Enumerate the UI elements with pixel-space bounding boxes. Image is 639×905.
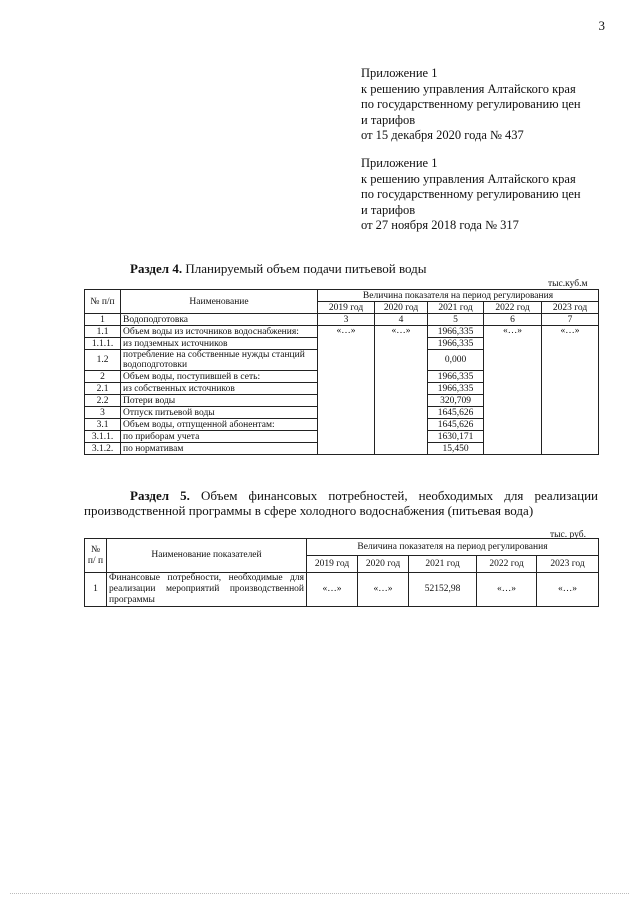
value-2021: 1966,335 — [428, 326, 484, 338]
value-2021: 1966,335 — [428, 371, 484, 383]
header-name: Наименование показателей — [107, 539, 307, 573]
value-2023-placeholder: «…» — [542, 326, 599, 455]
value-2021: 1645,626 — [428, 407, 484, 419]
footer-divider — [10, 893, 629, 894]
header-year-2020: 2020 год — [375, 302, 428, 314]
value-2022: «…» — [477, 573, 537, 607]
approval-line: по государственному регулированию цен — [361, 97, 581, 111]
approval-stamp-original — [361, 156, 621, 234]
section5-title-text-2: производственной программы в сфере холодного водоснабжения (питьевая вода) — [84, 503, 534, 518]
row-name: из собственных источников — [121, 383, 318, 395]
header-year-2021: 2021 год — [409, 556, 477, 573]
value-2019: «…» — [307, 573, 358, 607]
row-name: Объем воды, отпущенной абонентам: — [121, 419, 318, 431]
section4-title — [130, 261, 427, 277]
table-row — [85, 314, 599, 326]
value-2020: «…» — [358, 573, 409, 607]
index-cell: Водоподготовка — [121, 314, 318, 326]
header-num: № п/ п — [85, 539, 107, 573]
table-row — [85, 326, 599, 338]
row-name: из подземных источников — [121, 338, 318, 350]
value-2021: 320,709 — [428, 395, 484, 407]
value-2019-placeholder: «…» — [318, 326, 375, 455]
value-2023: «…» — [537, 573, 599, 607]
approval-line: к решению управления Алтайского края — [361, 171, 576, 186]
section4-table — [84, 289, 599, 455]
row-num: 1 — [85, 573, 107, 607]
value-2021: 15,450 — [428, 443, 484, 455]
row-name: Объем воды из источников водоснабжения: — [121, 326, 318, 338]
header-year-2021: 2021 год — [428, 302, 484, 314]
approval-line: и тарифов — [361, 202, 416, 217]
value-2021: 1645,626 — [428, 419, 484, 431]
header-name: Наименование — [121, 290, 318, 314]
header-year-2020: 2020 год — [358, 556, 409, 573]
section5-title-text-1: Объем финансовых потребностей, необходимых для реализации — [189, 488, 599, 503]
section4-unit: тыс.куб.м — [548, 279, 588, 289]
row-num: 2.2 — [85, 395, 121, 407]
header-year-2019: 2019 год — [307, 556, 358, 573]
header-year-2022: 2022 год — [484, 302, 542, 314]
approval-line: к решению управления Алтайского края — [361, 81, 576, 96]
approval-line: Приложение 1 — [361, 156, 438, 170]
section5-unit: тыс. руб. — [550, 530, 586, 540]
row-name: Финансовые потребности, необходимые для реализации мероприятий производственной программы — [107, 573, 307, 607]
row-num: 3.1.2. — [85, 443, 121, 455]
header-year-2019: 2019 год — [318, 302, 375, 314]
row-name: по нормативам — [121, 443, 318, 455]
index-cell: 4 — [375, 314, 428, 326]
header-year-2023: 2023 год — [537, 556, 599, 573]
row-num: 3.1 — [85, 419, 121, 431]
row-num: 1.2 — [85, 350, 121, 371]
row-name: Потери воды — [121, 395, 318, 407]
index-cell: 3 — [318, 314, 375, 326]
approval-line: от 27 ноября 2018 года № 317 — [361, 218, 519, 232]
row-num: 2 — [85, 371, 121, 383]
approval-line: от 15 декабря 2020 года № 437 — [361, 128, 524, 142]
approval-line: по государственному регулированию цен — [361, 187, 581, 201]
row-num: 1.1 — [85, 326, 121, 338]
row-name: по приборам учета — [121, 431, 318, 443]
value-2020-placeholder: «…» — [375, 326, 428, 455]
index-cell: 5 — [428, 314, 484, 326]
value-2021: 52152,98 — [409, 573, 477, 607]
approval-line: и тарифов — [361, 112, 416, 127]
index-cell: 7 — [542, 314, 599, 326]
value-2021: 1630,171 — [428, 431, 484, 443]
row-num: 3 — [85, 407, 121, 419]
approval-line: Приложение 1 — [361, 66, 438, 80]
row-num: 1.1.1. — [85, 338, 121, 350]
header-year-2022: 2022 год — [477, 556, 537, 573]
header-year-2023: 2023 год — [542, 302, 599, 314]
value-2021: 1966,335 — [428, 338, 484, 350]
header-period: Величина показателя на период регулирования — [307, 539, 599, 556]
value-2022-placeholder: «…» — [484, 326, 542, 455]
header-num: № п/п — [85, 290, 121, 314]
row-num: 2.1 — [85, 383, 121, 395]
row-num: 3.1.1. — [85, 431, 121, 443]
row-name: Объем воды, поступившей в сеть: — [121, 371, 318, 383]
page-number: 3 — [598, 18, 605, 33]
row-name: потребление на собственные нужды станций водоподготовки — [121, 350, 318, 371]
header-period: Величина показателя на период регулирования — [318, 290, 599, 302]
index-cell: 6 — [484, 314, 542, 326]
value-2021: 0,000 — [428, 350, 484, 371]
row-name: Отпуск питьевой воды — [121, 407, 318, 419]
section5-table — [84, 538, 599, 607]
value-2021: 1966,335 — [428, 383, 484, 395]
section5-title-bold: Раздел 5. — [130, 488, 190, 503]
table-row — [85, 573, 599, 607]
index-cell: 1 — [85, 314, 121, 326]
approval-stamp-current — [361, 66, 621, 144]
section5-title — [84, 488, 598, 518]
section4-title-text: Планируемый объем подачи питьевой воды — [182, 261, 427, 276]
section4-title-bold: Раздел 4. — [130, 261, 183, 276]
